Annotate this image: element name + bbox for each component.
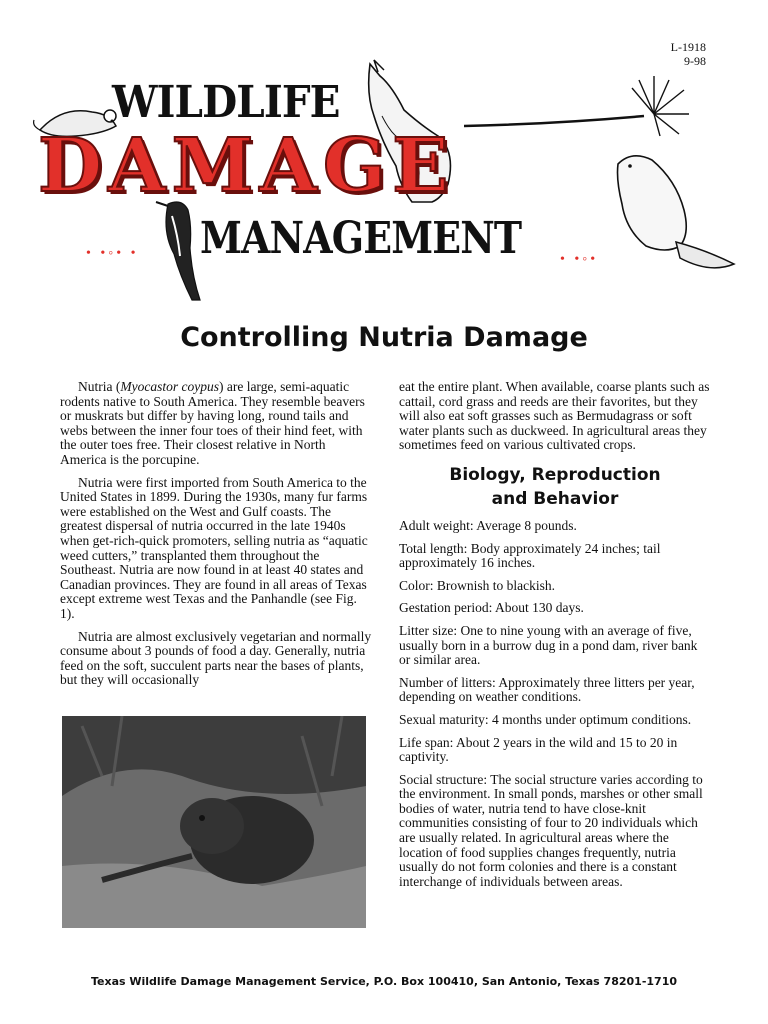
fact-litter-size: Litter size: One to nine young with an average of five, usually born in a burrow dug in a pond dam, river bank or similar area. [399, 622, 698, 668]
paragraph-intro [60, 380, 372, 468]
fact-adult-weight: Adult weight: Average 8 pounds. [399, 517, 577, 533]
paragraph-diet: Nutria are almost exclusively vegetarian and normally consume about 3 pounds of food a day. Generally, nutria feed on the soft, succulent parts near the bases of plants, but they will occasionally [60, 628, 372, 688]
fact-color: Color: Brownish to blackish. [399, 577, 555, 593]
document-date: 9-98 [684, 54, 706, 68]
fact-number-of-litters: Number of litters: Approximately three litters per year, depending on weather conditions. [399, 674, 695, 705]
pine-branch-illustration [464, 74, 694, 138]
document-id [640, 40, 706, 68]
intro-text-start: Nutria ( [78, 379, 121, 394]
logo-wildlife-text: WILDLIFE [112, 77, 340, 128]
right-column [399, 380, 711, 897]
paragraph-history: Nutria were first imported from South America to the United States in 1899. During the 1930s, many fur farms were established on the West and Gulf coasts. The greatest dispersal of nutria occurred in the late 1940s when get-rich-quick promoters, selling nutria as “aquatic weed cutters,” transplanted them throughout the Southeast. Nutria are now found in at least 40 states and Canadian provinces. They are found in all areas of Texas except extreme west Texas and the Panhandle (see Fig. 1). [60, 474, 368, 621]
section-heading-line1: Biology, Reproduction [449, 464, 661, 485]
scientific-name: Myocastor coypus [120, 379, 219, 394]
fact-sexual-maturity: Sexual maturity: 4 months under optimum conditions. [399, 711, 692, 727]
fact-total-length: Total length: Body approximately 24 inches; tail approximately 16 inches. [399, 540, 661, 571]
decorative-dots-right: • •◦• [560, 252, 599, 267]
section-heading [399, 463, 711, 511]
intro-text-end: ) are large, semi-aquatic rodents native to South America. They resemble beavers or muskrats but differ by having long, round tails and webs between the inner four toes of their hind feet, with the outer toes free. Their closest relative in North America is the porcupine. [60, 379, 365, 467]
decorative-dots-left: • •◦• • [86, 246, 139, 261]
fact-life-span: Life span: About 2 years in the wild and 15 to 20 in captivity. [399, 734, 678, 765]
left-column [60, 380, 372, 696]
document-number: L-1918 [670, 40, 706, 54]
logo-damage-text: DAMAGE [38, 123, 455, 209]
fact-social-structure: Social structure: The social structure varies according to the environment. In small ponds, marshes or other small bodies of water, nutria tend to have close-knit communities consisting of four to 20 individuals which are usually related. In agricultural areas where the location of food supplies changes frequently, nutria usually do not form colonies and there is a constant interchange of individuals between areas. [399, 771, 703, 889]
section-heading-line2: and Behavior [491, 488, 619, 509]
page-title: Controlling Nutria Damage [180, 322, 588, 353]
footer-address: Texas Wildlife Damage Management Service, P.O. Box 100410, San Antonio, Texas 78201-1710 [90, 975, 678, 988]
fact-gestation: Gestation period: About 130 days. [399, 600, 584, 616]
logo-management-text: MANAGEMENT [200, 213, 522, 264]
paragraph-diet-continued: eat the entire plant. When available, coarse plants such as cattail, cord grass and reeds are their favorites, but they will also eat soft grasses such as Bermudagrass or soft water plants such as duckweed. In agricultural areas they sometimes feed on various cultivated crops. [399, 379, 710, 453]
nutria-photo [62, 716, 366, 928]
beaver-illustration [606, 150, 738, 276]
